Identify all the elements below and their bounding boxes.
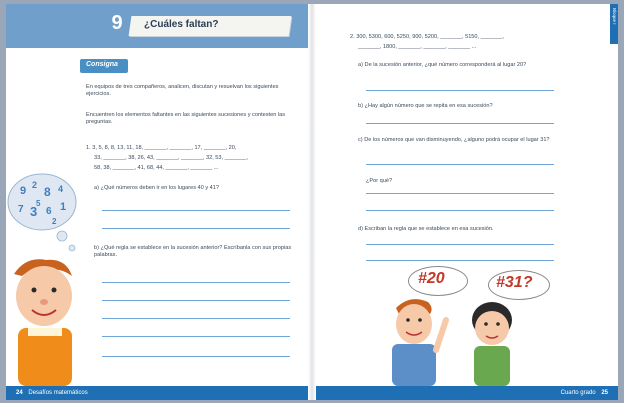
question-d: d) Escriban la regla que se establece en esa sucesión. <box>358 226 494 232</box>
svg-text:4: 4 <box>58 184 64 194</box>
answer-line[interactable] <box>102 228 290 229</box>
svg-text:2: 2 <box>52 217 57 226</box>
lesson-number: 9 <box>111 12 123 34</box>
svg-text:8: 8 <box>44 185 51 199</box>
footer-book-title: Desafíos matemáticos <box>28 390 88 396</box>
footer-page-number: 25 <box>601 390 608 396</box>
question-a: a) ¿Qué números deben ir en los lugares 40 y 41? <box>94 185 219 191</box>
thinking-bubble-illustration <box>6 170 86 260</box>
sequence-1-line-3: 58, 38, _______, 41, 68, 44, _______, _______ ... <box>94 165 219 171</box>
svg-text:6: 6 <box>46 206 52 217</box>
footer-page-number: 24 <box>16 390 23 396</box>
answer-line[interactable] <box>102 318 290 319</box>
intro-paragraph-1: En equipos de tres compañeros, analicen, discutan y resuelvan los siguientes ejercicios. <box>86 84 279 98</box>
svg-text:1: 1 <box>60 201 67 213</box>
side-tab <box>610 4 618 44</box>
boy-illustration <box>6 254 84 386</box>
right-footer <box>312 386 618 400</box>
sequence-2-line-2: _______, 1800, _______, _______, _______ ... <box>358 44 477 50</box>
children-illustration <box>382 294 532 386</box>
book-spread <box>6 4 618 400</box>
speech-bubble-1-text: #20 <box>418 270 445 287</box>
svg-text:3: 3 <box>30 204 38 219</box>
sequence-1-line-1: 1. 3, 5, 8, 8, 13, 11, 18, _______, _______, 17, _______, 20, <box>86 145 237 151</box>
intro-paragraph-2: Encuentren los elementos faltantes en las siguientes sucesiones y contesten las preguntas. <box>86 112 286 126</box>
answer-line[interactable] <box>366 244 554 245</box>
question-a: a) De la sucesión anterior, ¿qué número corresponderá al lugar 20? <box>358 62 527 68</box>
lesson-title: ¿Cuáles faltan? <box>144 19 219 30</box>
answer-line[interactable] <box>366 90 554 91</box>
answer-line[interactable] <box>102 210 290 211</box>
question-b: b) ¿Qué regla se establece en la sucesión anterior? Escríbanla con sus propias palabras. <box>94 245 292 259</box>
answer-line[interactable] <box>102 282 290 283</box>
left-footer <box>6 386 312 400</box>
footer-grade: Cuarto grado <box>560 390 596 396</box>
answer-line[interactable] <box>102 300 290 301</box>
answer-line[interactable] <box>366 164 554 165</box>
svg-text:7: 7 <box>18 204 24 215</box>
answer-line[interactable] <box>102 356 290 357</box>
right-page <box>312 4 618 400</box>
answer-line[interactable] <box>366 260 554 261</box>
side-tab-label: Bloque I <box>612 8 617 25</box>
speech-bubble-2-text: #31? <box>496 274 533 291</box>
answer-line[interactable] <box>366 193 554 194</box>
svg-text:9: 9 <box>20 185 27 197</box>
answer-line[interactable] <box>102 336 290 337</box>
left-page <box>6 4 312 400</box>
answer-line[interactable] <box>366 210 554 211</box>
consigna-label: Consigna <box>86 61 118 68</box>
answer-line[interactable] <box>366 123 554 124</box>
book-gutter <box>308 4 316 400</box>
sequence-1-line-2: 33, _______, 38, 26, 43, _______, _______, 32, 53, _______, <box>94 155 248 161</box>
sequence-2-line-1: 2. 300, 5300, 600, 5250, 900, 5200, _______, 5150, _______, <box>350 34 504 40</box>
svg-text:5: 5 <box>36 199 41 208</box>
question-b: b) ¿Hay algún número que se repita en esa sucesión? <box>358 103 493 109</box>
question-c: c) De los números que van disminuyendo, ¿alguno podrá ocupar el lugar 31? <box>358 137 550 143</box>
svg-text:2: 2 <box>32 180 38 190</box>
question-c-why: ¿Por qué? <box>366 178 393 184</box>
